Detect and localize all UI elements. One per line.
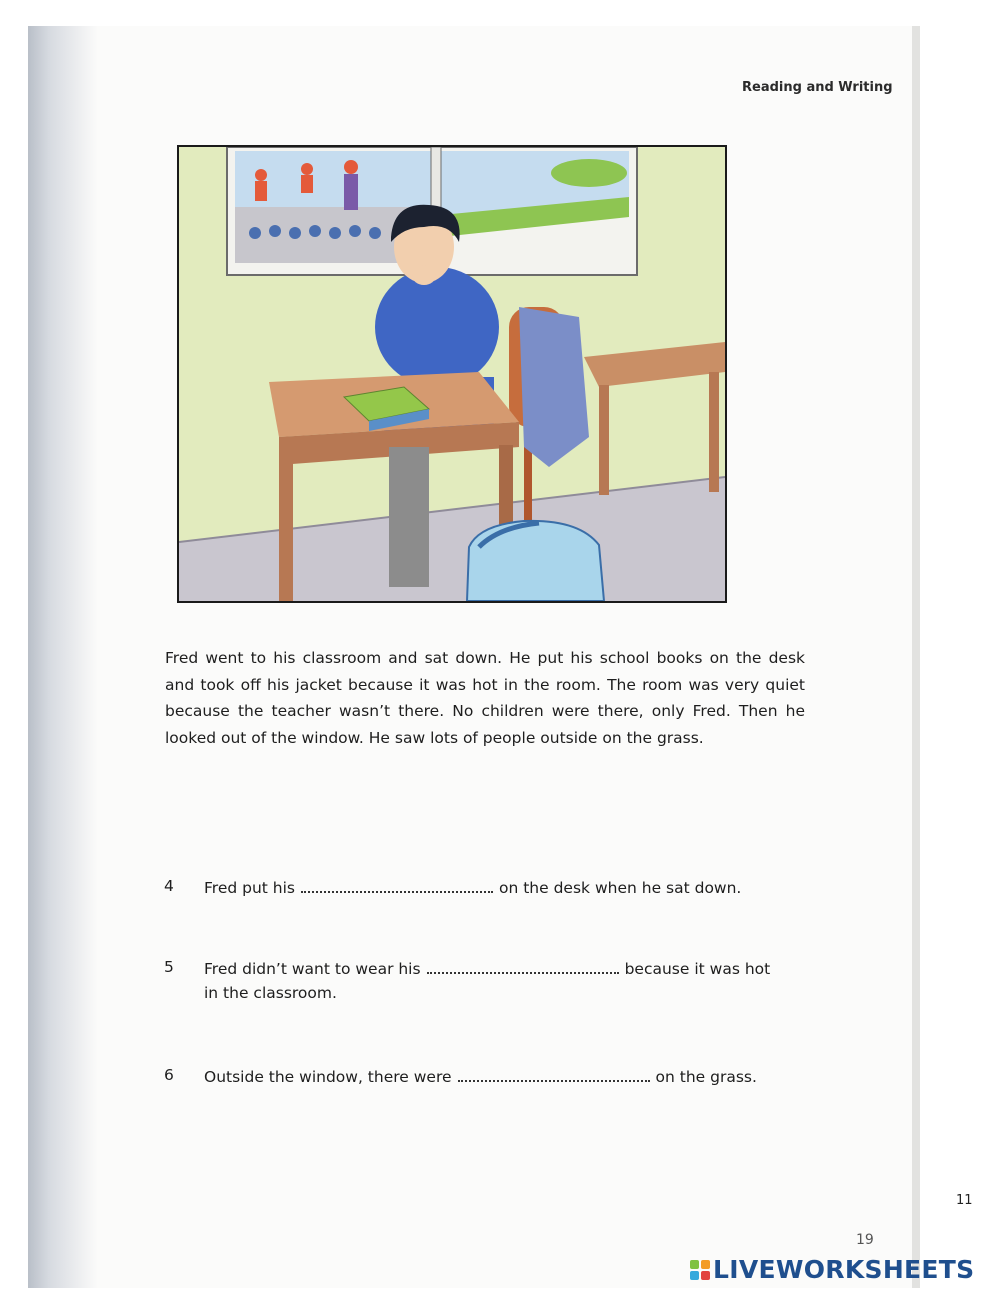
question-text-after: because it was hot <box>624 960 771 978</box>
story-paragraph: Fred went to his classroom and sat down. He put his school books on the desk and took off his jacket because it was hot in the room. The room was very quiet because the teacher wasn’t there. No children were there, only Fred. Then he looked out of the window. He saw lots of people outside on the grass. <box>165 649 805 747</box>
question-text-line2: in the classroom. <box>204 984 337 1002</box>
section-header: Reading and Writing <box>742 80 893 95</box>
question-text-after: on the grass. <box>655 1068 757 1086</box>
page-number: 19 <box>856 1232 874 1248</box>
question-text-before: Outside the window, there were <box>204 1068 452 1086</box>
answer-blank-5[interactable] <box>427 958 619 974</box>
answer-blank-4[interactable] <box>301 877 493 893</box>
page-binding-shadow <box>28 26 98 1288</box>
answer-blank-6[interactable] <box>458 1066 650 1082</box>
question-number: 5 <box>164 958 174 976</box>
question-number: 4 <box>164 877 174 895</box>
question-number: 6 <box>164 1066 174 1084</box>
question-text-before: Fred didn’t want to wear his <box>204 960 421 978</box>
logo-text: LIVEWORKSHEETS <box>713 1255 975 1284</box>
page-right-edge <box>912 26 920 1288</box>
logo-grid-icon <box>690 1260 710 1280</box>
question-text-after: on the desk when he sat down. <box>499 879 742 897</box>
question-text-before: Fred put his <box>204 879 295 897</box>
story-illustration <box>177 145 727 603</box>
liveworksheets-logo[interactable] <box>690 1255 974 1284</box>
worksheet-number: 11 <box>956 1193 973 1208</box>
